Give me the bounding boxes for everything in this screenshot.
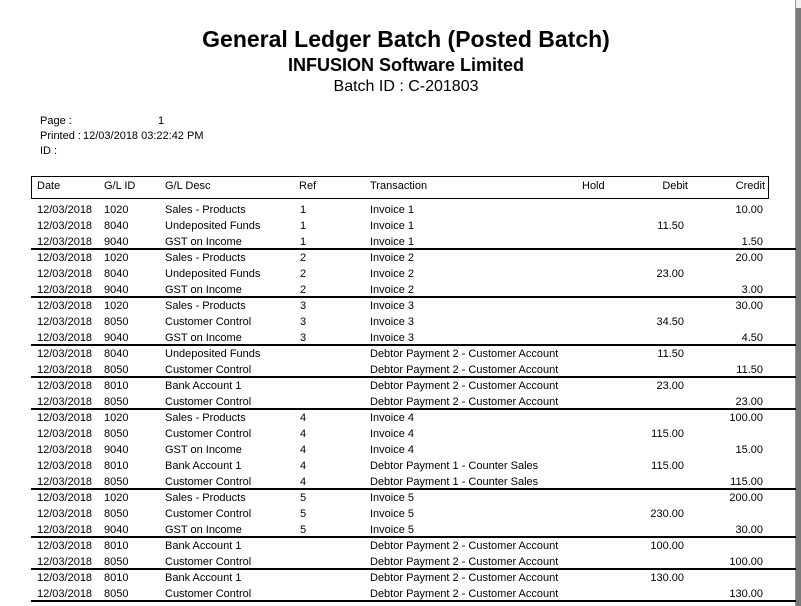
group-separator: [31, 536, 801, 538]
cell-date: 12/03/2018: [37, 380, 93, 392]
cell-credit: 15.00: [735, 444, 763, 456]
report-title: General Ledger Batch (Posted Batch): [202, 26, 610, 52]
id-label: ID :: [40, 145, 58, 157]
cell-gl-desc: Customer Control: [165, 316, 252, 328]
cell-gl-desc: Customer Control: [165, 556, 252, 568]
cell-date: 12/03/2018: [37, 396, 93, 408]
cell-gl-id: 1020: [104, 492, 129, 504]
cell-gl-desc: Customer Control: [165, 588, 252, 600]
cell-transaction: Debtor Payment 2 - Customer Account: [370, 556, 559, 568]
cell-gl-desc: Sales - Products: [165, 412, 246, 424]
cell-transaction: Debtor Payment 1 - Counter Sales: [370, 476, 539, 488]
cell-gl-desc: Undeposited Funds: [165, 268, 261, 280]
cell-gl-id: 1020: [104, 204, 129, 216]
printed-timestamp: 12/03/2018 03:22:42 PM: [83, 130, 204, 142]
column-header-gl-id: G/L ID: [104, 180, 136, 192]
cell-ref: 2: [300, 268, 307, 280]
cell-gl-id: 8050: [104, 316, 129, 328]
cell-debit: 130.00: [650, 572, 684, 584]
group-separator: [31, 488, 801, 490]
cell-debit: 115.00: [651, 460, 684, 472]
cell-gl-desc: Bank Account 1: [165, 380, 242, 392]
group-separator: [31, 408, 801, 410]
cell-gl-id: 8050: [104, 556, 129, 568]
cell-ref: 1: [300, 220, 307, 232]
cell-transaction: Invoice 4: [370, 412, 415, 424]
cell-gl-id: 8010: [104, 572, 129, 584]
cell-transaction: Invoice 3: [370, 332, 415, 344]
cell-gl-desc: Bank Account 1: [165, 540, 242, 552]
cell-date: 12/03/2018: [37, 204, 93, 216]
cell-credit: 20.00: [735, 252, 763, 264]
cell-gl-desc: Bank Account 1: [165, 572, 242, 584]
cell-gl-desc: Sales - Products: [165, 252, 246, 264]
group-separator: [31, 296, 801, 298]
cell-credit: 115.00: [730, 476, 763, 488]
cell-ref: 3: [300, 300, 307, 312]
column-header-ref: Ref: [299, 180, 317, 192]
cell-debit: 23.00: [656, 268, 684, 280]
cell-gl-desc: Undeposited Funds: [165, 348, 261, 360]
cell-transaction: Debtor Payment 2 - Customer Account: [370, 364, 559, 376]
cell-transaction: Invoice 1: [370, 236, 415, 248]
page-shadow: [796, 8, 801, 606]
cell-ref: 4: [300, 412, 307, 424]
cell-credit: 100.00: [729, 412, 763, 424]
group-separator: [31, 344, 801, 346]
cell-gl-id: 8040: [104, 268, 129, 280]
cell-gl-desc: GST on Income: [165, 284, 242, 296]
cell-date: 12/03/2018: [37, 556, 93, 568]
cell-transaction: Invoice 2: [370, 252, 415, 264]
cell-credit: 200.00: [729, 492, 763, 504]
cell-gl-id: 9040: [104, 524, 129, 536]
cell-gl-desc: Customer Control: [165, 396, 252, 408]
cell-date: 12/03/2018: [37, 300, 93, 312]
cell-gl-id: 8040: [104, 220, 129, 232]
cell-gl-id: 8050: [104, 428, 129, 440]
cell-transaction: Debtor Payment 2 - Customer Account: [370, 572, 559, 584]
cell-date: 12/03/2018: [37, 284, 93, 296]
cell-gl-desc: GST on Income: [165, 332, 242, 344]
cell-date: 12/03/2018: [37, 476, 93, 488]
cell-transaction: Debtor Payment 2 - Customer Account: [370, 348, 559, 360]
cell-debit: 34.50: [656, 316, 684, 328]
cell-gl-desc: Bank Account 1: [165, 460, 242, 472]
cell-ref: 5: [300, 492, 307, 504]
cell-gl-id: 8050: [104, 508, 129, 520]
cell-date: 12/03/2018: [37, 236, 93, 248]
cell-ref: 4: [300, 460, 307, 472]
company-name: INFUSION Software Limited: [287, 55, 525, 75]
cell-gl-desc: Customer Control: [165, 428, 252, 440]
cell-gl-desc: Sales - Products: [165, 204, 246, 216]
cell-credit: 30.00: [735, 300, 763, 312]
cell-gl-id: 8050: [104, 588, 129, 600]
cell-credit: 10.00: [735, 204, 763, 216]
cell-date: 12/03/2018: [37, 428, 93, 440]
cell-ref: 1: [300, 236, 307, 248]
cell-date: 12/03/2018: [37, 588, 93, 600]
cell-ref: 2: [300, 252, 307, 264]
cell-transaction: Invoice 2: [370, 284, 415, 296]
column-header-credit: Credit: [735, 180, 765, 192]
cell-gl-id: 1020: [104, 252, 129, 264]
cell-gl-id: 1020: [104, 300, 129, 312]
group-separator: [31, 568, 801, 570]
cell-date: 12/03/2018: [37, 444, 93, 456]
cell-credit: 30.00: [735, 524, 763, 536]
group-separator: [31, 376, 801, 378]
cell-gl-id: 9040: [104, 284, 129, 296]
cell-transaction: Invoice 4: [370, 444, 415, 456]
cell-date: 12/03/2018: [37, 220, 93, 232]
cell-ref: 1: [300, 204, 307, 216]
cell-transaction: Invoice 3: [370, 300, 415, 312]
cell-gl-id: 8040: [104, 348, 129, 360]
cell-transaction: Invoice 2: [370, 268, 415, 280]
column-header-transaction: Transaction: [370, 180, 428, 192]
cell-gl-id: 9040: [104, 444, 129, 456]
cell-gl-id: 8050: [104, 364, 129, 376]
cell-transaction: Invoice 3: [370, 316, 415, 328]
cell-debit: 230.00: [650, 508, 684, 520]
cell-transaction: Debtor Payment 2 - Customer Account: [370, 396, 559, 408]
cell-credit: 3.00: [741, 284, 763, 296]
column-header-gl-desc: G/L Desc: [165, 180, 211, 192]
cell-ref: 4: [300, 476, 307, 488]
cell-date: 12/03/2018: [37, 364, 93, 376]
cell-transaction: Invoice 5: [370, 508, 415, 520]
cell-transaction: Debtor Payment 2 - Customer Account: [370, 540, 559, 552]
cell-gl-id: 9040: [104, 236, 129, 248]
cell-transaction: Invoice 1: [370, 220, 415, 232]
page-number: 1: [158, 115, 165, 127]
cell-gl-desc: GST on Income: [165, 444, 242, 456]
cell-gl-id: 8010: [104, 380, 129, 392]
cell-gl-desc: Customer Control: [165, 508, 252, 520]
cell-date: 12/03/2018: [37, 316, 93, 328]
cell-credit: 23.00: [735, 396, 763, 408]
printed-label: Printed :: [40, 130, 81, 142]
cell-gl-desc: Customer Control: [165, 476, 252, 488]
cell-transaction: Debtor Payment 2 - Customer Account: [370, 380, 559, 392]
page-label: Page :: [40, 115, 72, 127]
cell-gl-desc: Customer Control: [165, 364, 252, 376]
cell-credit: 130.00: [729, 588, 763, 600]
cell-gl-desc: GST on Income: [165, 524, 242, 536]
cell-transaction: Invoice 4: [370, 428, 415, 440]
cell-ref: 4: [300, 444, 307, 456]
cell-date: 12/03/2018: [37, 252, 93, 264]
cell-ref: 3: [300, 316, 307, 328]
cell-date: 12/03/2018: [37, 492, 93, 504]
cell-credit: 1.50: [741, 236, 763, 248]
cell-debit: 11.50: [657, 348, 684, 360]
cell-date: 12/03/2018: [37, 460, 93, 472]
cell-debit: 11.50: [657, 220, 684, 232]
cell-gl-id: 8010: [104, 460, 129, 472]
cell-gl-desc: GST on Income: [165, 236, 242, 248]
cell-gl-id: 9040: [104, 332, 129, 344]
cell-gl-id: 1020: [104, 412, 129, 424]
batch-id: Batch ID : C-201803: [333, 78, 479, 95]
cell-credit: 100.00: [729, 556, 763, 568]
cell-gl-desc: Sales - Products: [165, 300, 246, 312]
cell-date: 12/03/2018: [37, 268, 93, 280]
cell-date: 12/03/2018: [37, 508, 93, 520]
cell-date: 12/03/2018: [37, 540, 93, 552]
cell-ref: 3: [300, 332, 307, 344]
column-header-hold: Hold: [582, 180, 605, 192]
cell-ref: 2: [300, 284, 307, 296]
cell-credit: 11.50: [736, 364, 763, 376]
cell-debit: 115.00: [651, 428, 684, 440]
column-header-debit: Debit: [662, 180, 688, 192]
cell-date: 12/03/2018: [37, 572, 93, 584]
cell-ref: 5: [300, 524, 307, 536]
cell-ref: 5: [300, 508, 307, 520]
cell-transaction: Invoice 5: [370, 524, 415, 536]
column-header-date: Date: [37, 180, 61, 192]
cell-gl-id: 8050: [104, 396, 129, 408]
cell-debit: 23.00: [656, 380, 684, 392]
cell-gl-id: 8010: [104, 540, 129, 552]
cell-transaction: Debtor Payment 2 - Customer Account: [370, 588, 559, 600]
cell-credit: 4.50: [741, 332, 763, 344]
group-separator: [31, 600, 801, 602]
cell-transaction: Invoice 5: [370, 492, 415, 504]
cell-gl-desc: Undeposited Funds: [165, 220, 261, 232]
cell-transaction: Invoice 1: [370, 204, 415, 216]
cell-date: 12/03/2018: [37, 348, 93, 360]
cell-ref: 4: [300, 428, 307, 440]
cell-date: 12/03/2018: [37, 412, 93, 424]
cell-gl-id: 8050: [104, 476, 129, 488]
cell-date: 12/03/2018: [37, 524, 93, 536]
group-separator: [31, 248, 801, 250]
cell-transaction: Debtor Payment 1 - Counter Sales: [370, 460, 539, 472]
cell-debit: 100.00: [650, 540, 684, 552]
cell-gl-desc: Sales - Products: [165, 492, 246, 504]
cell-date: 12/03/2018: [37, 332, 93, 344]
